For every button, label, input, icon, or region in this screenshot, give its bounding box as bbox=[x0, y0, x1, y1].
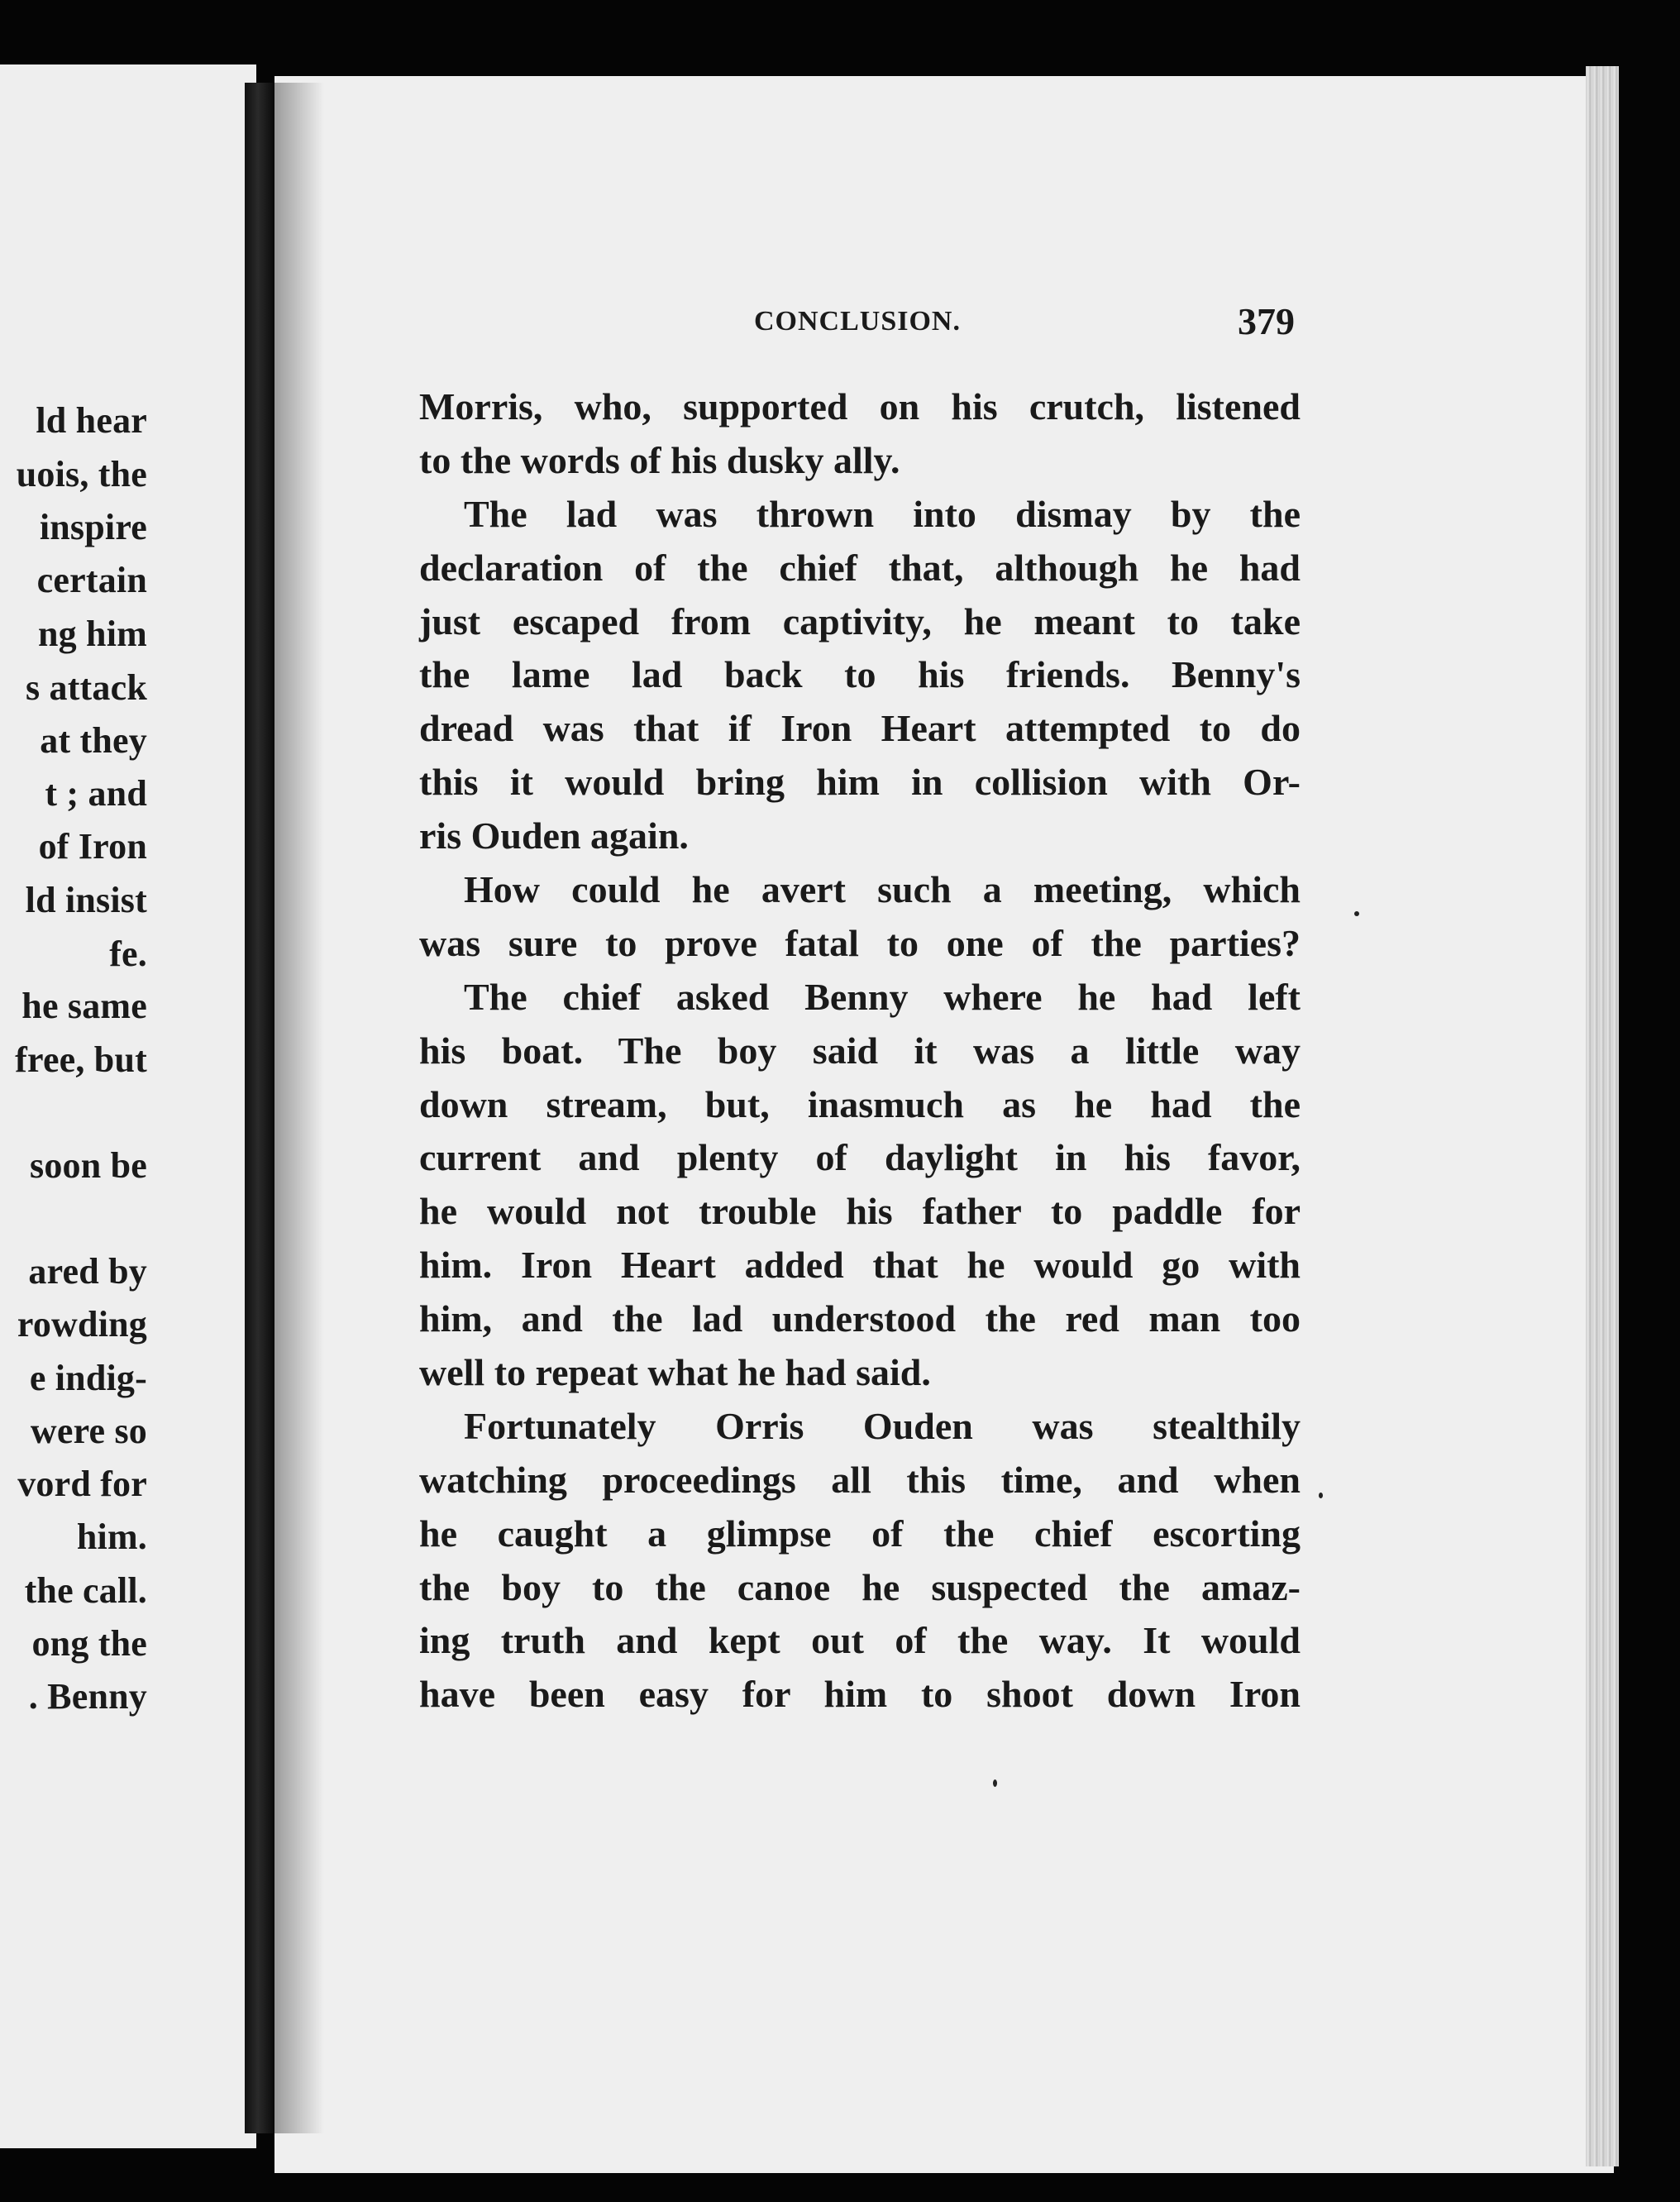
scan-speck bbox=[1354, 911, 1359, 916]
left-text-line: certain bbox=[36, 560, 147, 600]
left-text-line: t ; and bbox=[45, 773, 147, 814]
text-line: declaration of the chief that, although he had bbox=[419, 546, 1301, 589]
text-line: this it would bring him in collision with Or- bbox=[419, 761, 1301, 804]
book-gutter bbox=[245, 83, 274, 2133]
text-line: have been easy for him to shoot down Iron bbox=[419, 1673, 1301, 1716]
text-line: well to repeat what he had said. bbox=[419, 1351, 931, 1394]
left-text-line: at they bbox=[40, 720, 147, 761]
text-line: current and plenty of daylight in his favor, bbox=[419, 1136, 1301, 1179]
text-line: him, and the lad understood the red man too bbox=[419, 1297, 1301, 1340]
left-page-fragment bbox=[0, 64, 256, 2148]
page-edges bbox=[1586, 66, 1619, 2166]
left-text-line: the call. bbox=[24, 1570, 147, 1611]
text-line: to the words of his dusky ally. bbox=[419, 438, 900, 481]
left-text-line: him. bbox=[76, 1517, 147, 1557]
left-text-line: s attack bbox=[25, 667, 147, 708]
text-line: his boat. The boy said it was a little way bbox=[419, 1029, 1301, 1072]
text-line: he caught a glimpse of the chief escorting bbox=[419, 1512, 1301, 1555]
left-text-line: ared by bbox=[28, 1251, 147, 1292]
text-line: Fortunately Orris Ouden was stealthily bbox=[464, 1404, 1301, 1447]
left-text-line: were so bbox=[30, 1411, 147, 1451]
left-text-line: ng him bbox=[37, 614, 147, 654]
left-text-line: he same bbox=[21, 986, 147, 1026]
text-line: Morris, who, supported on his crutch, listened bbox=[419, 385, 1301, 428]
text-line: the boy to the canoe he suspected the amaz- bbox=[419, 1565, 1301, 1608]
left-text-line: e indig- bbox=[29, 1358, 147, 1398]
text-line: he would not trouble his father to paddle for bbox=[419, 1190, 1301, 1233]
page-number: 379 bbox=[1238, 300, 1295, 342]
text-line: just escaped from captivity, he meant to take bbox=[419, 599, 1301, 642]
left-text-line: of Iron bbox=[38, 826, 147, 867]
left-text-line: vord for bbox=[17, 1464, 147, 1504]
text-line: the lame lad back to his friends. Benny's bbox=[419, 653, 1301, 696]
text-line: him. Iron Heart added that he would go with bbox=[419, 1244, 1301, 1287]
left-text-line: fe. bbox=[109, 934, 147, 974]
left-text-line: soon be bbox=[30, 1145, 147, 1186]
text-line: ing truth and kept out of the way. It would bbox=[419, 1619, 1301, 1662]
text-line: watching proceedings all this time, and when bbox=[419, 1458, 1301, 1501]
page-body-text bbox=[419, 380, 1301, 1722]
text-line: The chief asked Benny where he had left bbox=[464, 975, 1301, 1018]
left-text-line: ld insist bbox=[25, 880, 147, 920]
left-text-line: free, but bbox=[15, 1039, 147, 1080]
left-text-line: rowding bbox=[17, 1304, 147, 1345]
left-text-line: ong the bbox=[31, 1623, 147, 1664]
text-line: dread was that if Iron Heart attempted to do bbox=[419, 707, 1301, 750]
text-line: down stream, but, inasmuch as he had the bbox=[419, 1082, 1301, 1125]
scan-speck bbox=[993, 1779, 997, 1787]
left-text-line: uois, the bbox=[16, 454, 147, 494]
text-line: The lad was thrown into dismay by the bbox=[464, 492, 1301, 535]
text-line: ris Ouden again. bbox=[419, 814, 689, 857]
running-head bbox=[413, 299, 1306, 349]
left-text-line: . Benny bbox=[28, 1676, 147, 1717]
text-line: How could he avert such a meeting, which bbox=[464, 868, 1301, 911]
running-title: CONCLUSION. bbox=[754, 306, 961, 337]
left-text-line: ld hear bbox=[36, 400, 147, 441]
text-line: was sure to prove fatal to one of the parties? bbox=[419, 921, 1301, 964]
gutter-shadow bbox=[274, 83, 324, 2133]
scan-speck bbox=[1319, 1493, 1323, 1498]
left-text-line: inspire bbox=[39, 507, 147, 547]
